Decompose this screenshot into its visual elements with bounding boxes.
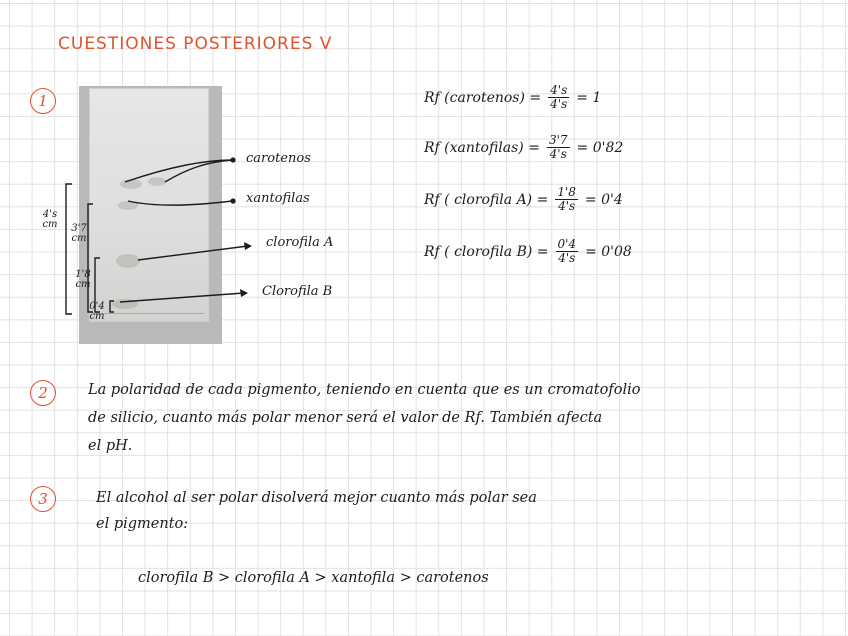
- arrow-carotenos: [125, 160, 232, 182]
- label-carotenos: carotenos: [246, 151, 311, 166]
- question-3-number: 3: [30, 486, 56, 512]
- q3-order: clorofila B > clorofila A > xantofila > carotenos: [138, 570, 489, 586]
- label-xantofilas: xantofilas: [246, 191, 310, 206]
- q3-line-1: El alcohol al ser polar disolverá mejor cuanto más polar sea: [96, 490, 537, 506]
- arrow-clorofila-b: [120, 293, 244, 302]
- rf-denominator: 4's: [558, 199, 576, 213]
- label-clorofila-b: Clorofila B: [262, 284, 333, 299]
- page-title: CUESTIONES POSTERIORES Ⅴ: [58, 34, 333, 54]
- rf-fraction: [556, 238, 579, 265]
- rf-result: = 0'82: [576, 139, 624, 156]
- rf-numerator: 3'7: [548, 133, 568, 147]
- arrow-clorofila-a: [138, 246, 248, 260]
- bracket-04: [110, 301, 114, 312]
- rf-numerator: 4's: [550, 83, 568, 97]
- rf-clorofila-b: [424, 238, 632, 265]
- rf-result: = 1: [576, 89, 602, 106]
- q2-line-2: de silicio, cuanto más polar menor será el valor de Rf. También afecta: [88, 410, 603, 426]
- measure-18: 1'8 cm: [75, 269, 91, 290]
- rf-carotenos: [424, 84, 601, 111]
- question-1-number: 1: [30, 88, 56, 114]
- rf-fraction: [548, 84, 569, 111]
- rf-xantofilas: [424, 134, 623, 161]
- rf-label: Rf (xantofilas) =: [424, 139, 540, 156]
- rf-numerator: 1'8: [557, 185, 576, 199]
- q2-line-1: La polaridad de cada pigmento, teniendo en cuenta que es un cromatofolio: [88, 382, 641, 398]
- q2-line-3: el pH.: [88, 438, 133, 454]
- arrow-xantofilas: [128, 201, 232, 205]
- bracket-total: [66, 184, 72, 314]
- rf-label: Rf (carotenos) =: [424, 89, 542, 106]
- rf-label: Rf ( clorofila A) =: [424, 191, 549, 208]
- q3-line-2: el pigmento:: [96, 516, 189, 532]
- bracket-37: [88, 204, 93, 312]
- rf-result: = 0'08: [585, 243, 632, 260]
- rf-fraction: [555, 186, 578, 213]
- rf-fraction: [547, 134, 570, 161]
- rf-denominator: 4's: [558, 251, 576, 265]
- rf-denominator: 4's: [549, 147, 567, 161]
- label-clorofila-a: clorofila A: [266, 235, 334, 250]
- rf-denominator: 4's: [550, 97, 568, 111]
- rf-result: = 0'4: [584, 191, 623, 208]
- question-2-number: 2: [30, 380, 56, 406]
- measure-total: 4's cm: [42, 209, 58, 230]
- measure-04: 0'4 cm: [89, 301, 105, 322]
- rf-numerator: 0'4: [557, 237, 577, 251]
- rf-clorofila-a: [424, 186, 623, 213]
- rf-label: Rf ( clorofila B) =: [424, 243, 549, 260]
- measure-37: 3'7 cm: [71, 223, 87, 244]
